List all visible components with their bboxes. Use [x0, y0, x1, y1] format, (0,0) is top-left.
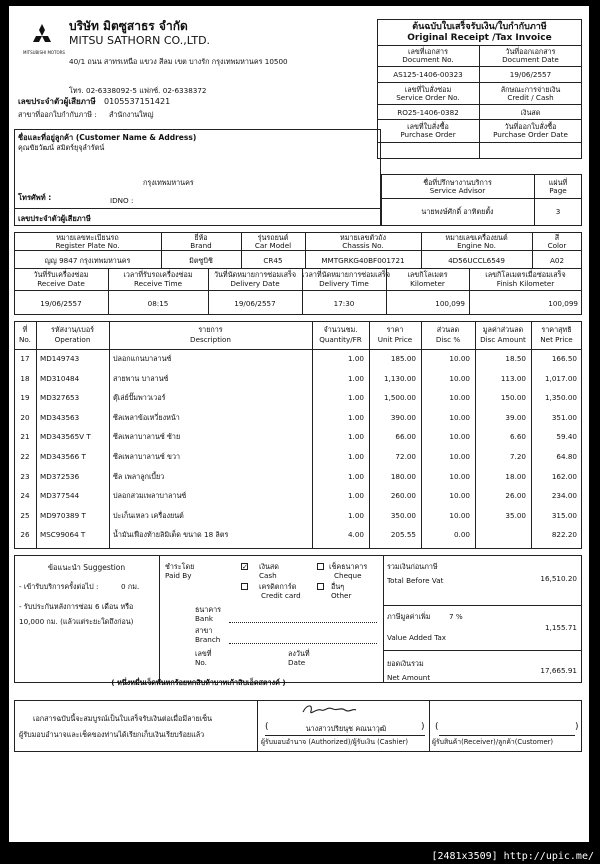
- page-label-en: Page: [549, 186, 567, 195]
- other-label-th: อื่นๆ: [331, 582, 345, 591]
- item-op: MD343563: [40, 412, 80, 422]
- items-header-en: Unit Price: [377, 335, 413, 344]
- item-price: 1,500.00: [383, 393, 416, 403]
- items-header-th: จำนวนชม.: [323, 325, 358, 334]
- branch-field-label-en: Branch: [195, 635, 221, 644]
- bank-label-en: Bank: [195, 614, 214, 623]
- item-op: MD377544: [40, 491, 80, 501]
- item-disc: 10.00: [449, 471, 470, 481]
- cheque-date-label-th: ลงวันที่: [288, 649, 310, 658]
- item-disc-amt: 35.00: [505, 510, 526, 520]
- item-disc-amt: 7.20: [509, 452, 526, 461]
- item-op: MD327653: [40, 393, 80, 403]
- receiver-close-paren: ): [575, 722, 579, 732]
- vehicle-header-en: Register Plate No.: [55, 241, 120, 250]
- vehicle-header-en: Engine No.: [457, 241, 496, 250]
- company-name-th: บริษัท มิตซูสาธร จำกัด: [69, 19, 188, 33]
- receiver-signature-label: ผู้รับสินค้า(Receiver)/ลูกค้า(Customer): [432, 738, 554, 746]
- items-header-th: ที่: [22, 325, 28, 334]
- tax-id: 0105537151421: [104, 97, 171, 106]
- doc-no-label-th: เลขที่เอกสาร: [408, 47, 448, 56]
- item-op: MD372536: [40, 471, 80, 481]
- item-qty: 1.00: [347, 373, 364, 383]
- cash-label-th: เงินสด: [259, 562, 279, 571]
- item-op: MD310484: [40, 373, 80, 383]
- time-header-en: Delivery Date: [230, 279, 280, 288]
- service-order-label-en: Service Order No.: [396, 93, 460, 102]
- advisor-name: นายพงษ์ศักดิ์ อาทิตยตั้ง: [421, 207, 494, 216]
- item-disc-amt: 113.00: [500, 373, 526, 383]
- po-date-label-en: Purchase Order Date: [493, 130, 568, 139]
- item-no: 21: [20, 432, 30, 442]
- po-label-th: เลขที่ใบสั่งซื้อ: [407, 122, 449, 131]
- vehicle-header-th: รุ่นรถยนต์: [257, 233, 289, 242]
- vehicle-value: มิตซูบิชิ: [189, 256, 213, 265]
- item-desc: ซีลเพลาข้อเหวี่ยงหน้า: [113, 412, 180, 422]
- vehicle-header-th: หมายเลขตัวถัง: [339, 233, 387, 242]
- vehicle-header-th: สี: [554, 233, 560, 242]
- item-disc: 10.00: [449, 412, 470, 422]
- item-disc: 10.00: [449, 432, 470, 442]
- item-no: 26: [20, 530, 30, 540]
- service-order-label-th: เลขที่ใบสั่งซ่อม: [404, 85, 452, 94]
- item-op: MD343565V T: [40, 432, 91, 442]
- item-qty: 1.00: [347, 510, 364, 520]
- item-price: 350.00: [390, 510, 416, 520]
- branch-field-label-th: สาขา: [195, 626, 213, 635]
- doc-title-en: Original Receipt /Tax Invoice: [407, 33, 552, 43]
- suggestion-line1: - เข้ารับบริการครั้งต่อไป :: [19, 582, 99, 591]
- item-disc: 10.00: [449, 393, 470, 403]
- item-no: 22: [20, 452, 30, 461]
- watermark: [2481x3509] http://upic.me/: [431, 851, 594, 862]
- item-no: 24: [20, 491, 30, 501]
- time-header-th: วันที่รับเครื่องซ่อม: [33, 270, 89, 279]
- credit-card-checkbox[interactable]: [241, 583, 248, 590]
- time-value: 17:30: [333, 299, 355, 308]
- items-header-th: รหัสงาน/เบอร์: [50, 325, 95, 334]
- receiver-open-paren: (: [435, 722, 439, 732]
- doc-date: 19/06/2557: [509, 70, 552, 79]
- cheque-checkbox[interactable]: [317, 563, 324, 570]
- signature-icon: [299, 702, 359, 718]
- doc-no-label-en: Document No.: [402, 55, 454, 64]
- before-vat-label-en: Total Before Vat: [387, 576, 444, 585]
- footer-note-1: เอกสารฉบับนี้จะสมบูรณ์เป็นใบเสร็จรับเงินต่อเมื่อมีลายเซ็น: [33, 714, 212, 723]
- time-header-en: Finish Kilometer: [496, 279, 555, 288]
- item-desc: ซีล เพลาลูกเบี้ยว: [113, 471, 165, 481]
- item-price: 205.55: [390, 530, 416, 540]
- vehicle-value: ญญ 9847 กรุงเทพมหานคร: [44, 256, 131, 265]
- cheque-no-label-en: No.: [195, 658, 207, 667]
- item-disc: 10.00: [449, 452, 470, 461]
- payment-type-label-en: Credit / Cash: [507, 93, 554, 102]
- vehicle-header-th: หมายเลขทะเบียนรถ: [56, 233, 119, 242]
- time-header-th: วันที่นัดหมายการซ่อมเสร็จ: [213, 270, 297, 279]
- item-qty: 4.00: [347, 530, 364, 540]
- customer-city: กรุงเทพมหานคร: [143, 178, 194, 187]
- time-header-en: Delivery Time: [319, 279, 369, 288]
- item-no: 19: [20, 393, 30, 403]
- vehicle-value: A02: [549, 256, 565, 265]
- card-label-en: Credit card: [261, 591, 301, 600]
- card-label-th: เครดิตการ์ด: [259, 582, 297, 591]
- doc-title-th: ต้นฉบับใบเสร็จรับเงิน/ใบกำกับภาษี: [412, 22, 547, 32]
- item-net: 166.50: [551, 354, 577, 363]
- vehicle-header-th: ยี่ห้อ: [194, 233, 208, 242]
- item-disc-amt: 18.50: [505, 354, 526, 363]
- items-header-en: Net Price: [540, 335, 573, 344]
- logo-caption: MITSUBISHI MOTORS: [23, 50, 65, 55]
- vehicle-header-en: Brand: [190, 241, 212, 250]
- vehicle-value: MMTGRKG40BF001721: [321, 256, 405, 265]
- vat-label-en: Value Added Tax: [387, 633, 447, 642]
- time-value: 100,099: [548, 299, 578, 308]
- branch-label: สาขาที่ออกใบกำกับภาษี :: [18, 110, 97, 119]
- item-qty: 1.00: [347, 432, 364, 442]
- item-no: 25: [20, 510, 30, 520]
- invoice-page: [9, 6, 589, 842]
- item-disc: 10.00: [449, 510, 470, 520]
- cash-label-en: Cash: [259, 571, 277, 580]
- item-op: MD970389 T: [40, 510, 86, 520]
- item-op: MD343566 T: [40, 452, 86, 461]
- item-price: 390.00: [390, 412, 416, 422]
- time-header-th: เลขกิโลเมตร: [407, 270, 448, 279]
- items-header-th: ส่วนลด: [436, 325, 460, 334]
- item-qty: 1.00: [347, 412, 364, 422]
- items-header-en: Disc %: [435, 335, 461, 344]
- item-net: 1,350.00: [544, 393, 577, 403]
- item-desc: ซีลเพลาบาลานซ์ ขวา: [113, 452, 181, 461]
- vat-label-th: ภาษีมูลค่าเพิ่ม: [387, 612, 431, 621]
- items-header-th: ราคาสุทธิ: [541, 325, 572, 334]
- item-price: 1,130.00: [383, 373, 416, 383]
- item-disc: 10.00: [449, 354, 470, 363]
- bank-label-th: ธนาคาร: [195, 605, 222, 614]
- other-label-en: Other: [331, 591, 352, 600]
- time-header-th: เวลาที่รับรถเครื่องซ่อม: [123, 270, 193, 279]
- total-before-vat: 16,510.20: [540, 574, 577, 583]
- item-no: 20: [20, 412, 30, 422]
- doc-no: AS125-1406-00323: [393, 70, 463, 79]
- company-phone: โทร. 02-6338092-5 แฟกซ์. 02-6338372: [69, 86, 207, 95]
- item-disc: 10.00: [449, 373, 470, 383]
- item-qty: 1.00: [347, 491, 364, 501]
- customer-label: ชื่อและที่อยู่ลูกค้า (Customer Name & Address): [18, 133, 197, 142]
- items-header-en: Disc Amount: [480, 335, 526, 344]
- item-desc: สายพาน บาลานซ์: [113, 373, 169, 383]
- item-no: 23: [20, 471, 30, 481]
- time-header-th: เวลาที่นัดหมายการซ่อมเสร็จ: [302, 270, 391, 279]
- item-net: 59.40: [556, 432, 577, 442]
- item-net: 822.20: [551, 530, 577, 540]
- items-header-en: Operation: [54, 335, 91, 344]
- signer-open-paren: (: [265, 722, 269, 732]
- doc-date-label-en: Document Date: [502, 55, 559, 64]
- advisor-label-th: ชื่อที่ปรึกษางานบริการ: [423, 178, 492, 187]
- item-disc: 0.00: [453, 530, 470, 540]
- item-disc-amt: 150.00: [500, 393, 526, 403]
- service-order-no: RO25-1406-0382: [397, 108, 459, 117]
- vat-amount: 1,155.71: [544, 623, 577, 632]
- net-amount-label-en: Net Amount: [387, 673, 431, 682]
- mitsubishi-logo-icon: [29, 24, 55, 48]
- page-label-th: แผ่นที่: [548, 178, 568, 187]
- signer-name: นางสาวปริยนุช คณนาวุฒิ: [305, 724, 387, 733]
- time-header-en: Receive Time: [133, 279, 182, 288]
- po-label-en: Purchase Order: [400, 130, 456, 139]
- vehicle-header-en: Color: [547, 241, 567, 250]
- other-checkbox[interactable]: [317, 583, 324, 590]
- item-desc: ตุ๊เล่ย์ปั๊มพาวเวอร์: [113, 393, 166, 403]
- net-amount: 17,665.91: [540, 666, 577, 675]
- item-price: 180.00: [390, 471, 416, 481]
- item-disc: 10.00: [449, 491, 470, 501]
- time-value: 19/06/2557: [234, 299, 276, 308]
- suggestion-line2: - รับประกันหลังการซ่อม 6 เดือน หรือ: [19, 602, 134, 611]
- time-value: 100,099: [435, 299, 465, 308]
- item-disc-amt: 26.00: [505, 491, 526, 501]
- item-desc: ปลอกสวมเพลาบาลานซ์: [113, 491, 187, 501]
- cheque-no-label-th: เลขที่: [195, 649, 212, 658]
- page-number: 3: [555, 207, 561, 216]
- vehicle-value: CR45: [263, 256, 283, 265]
- items-header-en: Quantity/FR: [319, 335, 362, 344]
- paid-by-label-th: ชำระโดย: [165, 562, 195, 571]
- item-disc-amt: 18.00: [505, 471, 526, 481]
- payment-type: เงินสด: [520, 108, 541, 117]
- item-price: 66.00: [395, 432, 416, 442]
- payment-type-label-th: ลักษณะการจ่ายเงิน: [500, 85, 561, 94]
- items-header-en: Description: [190, 335, 231, 344]
- item-net: 351.00: [551, 412, 577, 422]
- time-header-th: เลขกิโลเมตรเมื่อซ่อมเสร็จ: [485, 270, 566, 279]
- customer-phone-label: โทรศัพท์ :: [18, 193, 52, 202]
- item-price: 185.00: [390, 354, 416, 363]
- time-value: 19/06/2557: [40, 299, 82, 308]
- doc-date-label-th: วันที่ออกเอกสาร: [505, 47, 556, 56]
- po-date-label-th: วันที่ออกใบสั่งซื้อ: [504, 122, 557, 131]
- item-disc-amt: 39.00: [505, 412, 526, 422]
- item-price: 260.00: [390, 491, 416, 501]
- time-value: 08:15: [147, 299, 169, 308]
- item-net: 234.00: [551, 491, 577, 501]
- items-header-th: รายการ: [198, 325, 223, 334]
- item-disc-amt: 6.60: [509, 432, 526, 442]
- item-no: 18: [20, 373, 30, 383]
- vehicle-value: 4D56UCCL6549: [448, 256, 505, 265]
- customer-tax-label: เลขประจำตัวผู้เสียภาษี: [18, 214, 91, 223]
- tax-id-label: เลขประจำตัวผู้เสียภาษี: [18, 97, 96, 106]
- items-header-en: No.: [19, 335, 31, 344]
- item-qty: 1.00: [347, 471, 364, 481]
- item-net: 315.00: [551, 510, 577, 520]
- signer-close-paren: ): [421, 722, 425, 732]
- vehicle-header-en: Car Model: [254, 241, 292, 250]
- company-name-en: MITSU SATHORN CO.,LTD.: [69, 34, 211, 47]
- cheque-label-en: Cheque: [334, 571, 362, 580]
- time-header-en: Kilometer: [410, 279, 445, 288]
- item-qty: 1.00: [347, 393, 364, 403]
- item-qty: 1.00: [347, 354, 364, 363]
- customer-idno-label: IDNO :: [110, 196, 134, 205]
- advisor-label-en: Service Advisor: [429, 186, 486, 195]
- cheque-label-th: เช็คธนาคาร: [329, 562, 368, 571]
- item-net: 64.80: [556, 452, 577, 461]
- customer-name: คุณขัยวัฒน์ สมิตร์ยุจุลำรัตน์: [18, 143, 105, 152]
- item-no: 17: [20, 354, 30, 363]
- item-price: 72.00: [395, 452, 416, 461]
- vehicle-header-en: Chassis No.: [342, 241, 384, 250]
- item-op: MD149743: [40, 354, 80, 363]
- suggestion-line1-value: 0 กม.: [121, 582, 140, 591]
- item-net: 162.00: [551, 471, 577, 481]
- before-vat-label-th: รวมเงินก่อนภาษี: [387, 562, 438, 571]
- company-address: 40/1 ถนน สาทรเหนือ แขวง สีลม เขต บางรัก กรุงเทพมหานคร 10500: [69, 57, 288, 66]
- item-op: MSC99064 T: [40, 530, 86, 540]
- authorized-signature-label: ผู้รับมอบอำนาจ (Authorized)/ผู้รับเงิน (Cashier): [261, 738, 409, 746]
- items-header-th: ราคา: [386, 325, 404, 334]
- amount-in-words: ( หนึ่งหมื่นเจ็ดพันหกร้อยหกสิบห้าบาทเก้าสิบเอ็ดสตางค์ ): [111, 678, 286, 687]
- paid-by-label-en: Paid By: [165, 571, 192, 580]
- net-amount-label-th: ยอดเงินรวม: [387, 659, 424, 668]
- branch-value: สำนักงานใหญ่: [109, 110, 154, 119]
- footer-note-2: ผู้รับมอบอำนาจและเช็คของท่านได้เรียกเก็บเงินเรียบร้อยแล้ว: [19, 730, 205, 739]
- cash-checkbox[interactable]: ✓: [242, 563, 248, 571]
- item-desc: ซีลเพลาบาลานซ์ ซ้าย: [113, 432, 181, 442]
- items-header-th: มูลค่าส่วนลด: [482, 325, 524, 334]
- item-desc: น้ำมันเฟืองท้ายลิมิเต็ด ขนาด 18 ลิตร: [113, 530, 229, 540]
- item-desc: ปลอกแกนบาลานซ์: [113, 354, 172, 363]
- item-qty: 1.00: [347, 452, 364, 461]
- item-desc: ปะเก็นเหลว เครื่องยนต์: [113, 510, 184, 520]
- time-header-en: Receive Date: [37, 279, 85, 288]
- item-net: 1,017.00: [544, 373, 577, 383]
- suggestion-title: ข้อแนะนำ Suggestion: [47, 563, 126, 572]
- cheque-date-label-en: Date: [288, 658, 306, 667]
- suggestion-line3: 10,000 กม. (แล้วแต่ระยะใดถึงก่อน): [19, 617, 134, 626]
- vat-rate: 7 %: [449, 612, 463, 621]
- vehicle-header-th: หมายเลขเครื่องยนต์: [445, 233, 508, 242]
